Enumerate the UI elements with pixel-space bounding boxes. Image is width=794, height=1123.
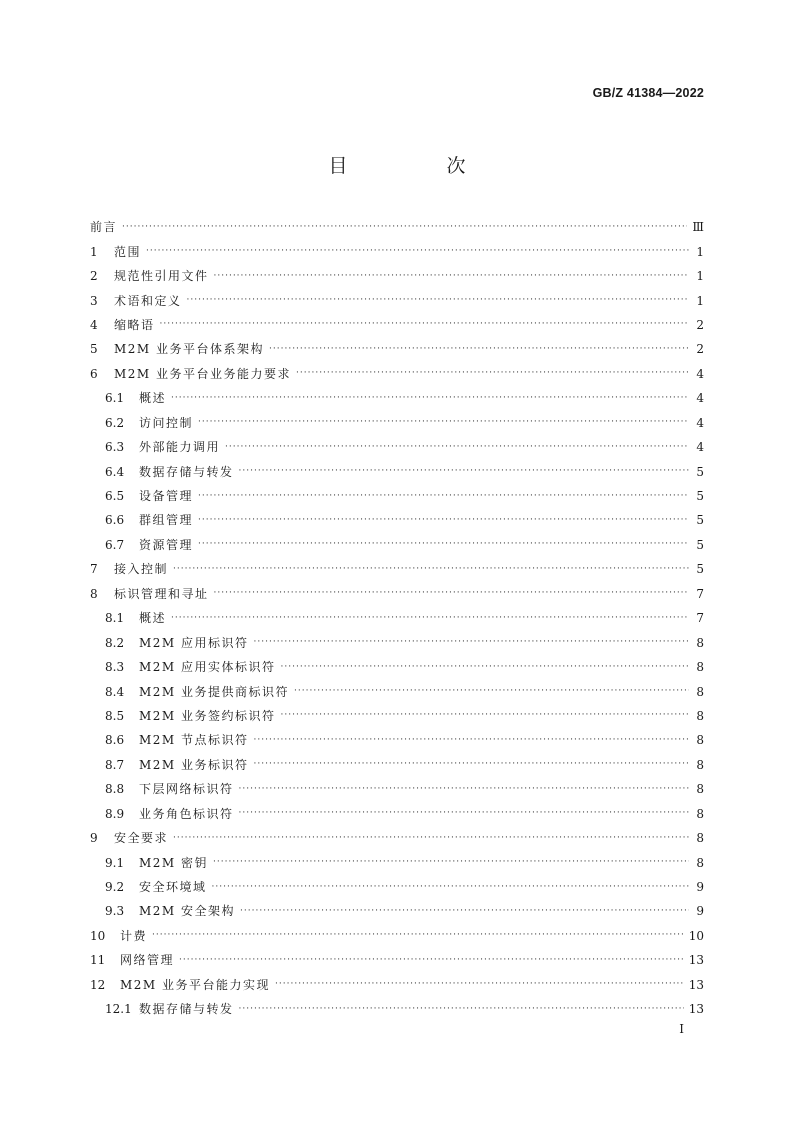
toc-entry[interactable]: [90, 850, 704, 874]
toc-entry[interactable]: [90, 973, 704, 997]
toc-entry-number: 6.5: [105, 489, 125, 504]
toc-entry-page: 9: [696, 880, 704, 895]
toc-dot-leader: [173, 834, 689, 843]
toc-entry-number: 8.4: [105, 684, 125, 699]
toc-entry-number: 10: [90, 928, 106, 943]
toc-entry-page: 5: [696, 513, 704, 528]
toc-entry-page: 13: [688, 1002, 704, 1017]
toc-entry-page: 8: [696, 708, 704, 723]
toc-entry-label: 计费: [120, 928, 148, 943]
toc-dot-leader: [239, 467, 689, 476]
toc-entry[interactable]: [90, 313, 704, 337]
toc-entry[interactable]: [90, 459, 704, 483]
toc-dot-leader: [281, 711, 689, 720]
toc-entry-page: 5: [696, 562, 704, 577]
toc-entry-number: 8.6: [105, 733, 125, 748]
toc-entry[interactable]: [90, 582, 704, 606]
toc-entry-number: 12.1: [105, 1002, 132, 1017]
toc-dot-leader: [275, 980, 684, 989]
toc-entry-page: 10: [688, 928, 704, 943]
page-number: I: [679, 1022, 684, 1036]
toc-entry-number: 7: [90, 562, 98, 577]
toc-entry[interactable]: [90, 362, 704, 386]
toc-entry[interactable]: [90, 386, 704, 410]
toc-entry-number: 6.2: [105, 415, 125, 430]
toc-entry-label: 标识管理和寻址: [114, 586, 209, 601]
toc-entry-label: M2M 业务标识符: [139, 757, 249, 772]
toc-dot-leader: [146, 247, 689, 256]
toc-entry-page: 1: [696, 269, 704, 284]
toc-entry-number: 6.3: [105, 440, 125, 455]
toc-entry[interactable]: [90, 435, 704, 459]
toc-entry-label: 数据存储与转发: [139, 1002, 234, 1017]
toc-entry-page: 2: [696, 317, 704, 332]
toc-dot-leader: [171, 614, 689, 623]
toc-dot-leader: [152, 931, 684, 940]
toc-entry[interactable]: [90, 557, 704, 581]
toc-entry-number: 9.3: [105, 904, 125, 919]
toc-entry-label: M2M 应用标识符: [139, 635, 249, 650]
toc-entry-number: 4: [90, 317, 98, 332]
toc-dot-leader: [198, 492, 689, 501]
toc-entry-page: 5: [696, 464, 704, 479]
toc-entry[interactable]: [90, 484, 704, 508]
toc-dot-leader: [254, 736, 689, 745]
toc-entry-label: 资源管理: [139, 537, 194, 552]
toc-entry-page: 8: [696, 635, 704, 650]
toc-entry[interactable]: [90, 899, 704, 923]
toc-entry-label: 设备管理: [139, 489, 194, 504]
toc-dot-leader: [122, 223, 687, 232]
toc-entry[interactable]: [90, 728, 704, 752]
toc-dot-leader: [173, 565, 689, 574]
toc-entry[interactable]: [90, 679, 704, 703]
toc-entry[interactable]: [90, 753, 704, 777]
toc-entry-page: 4: [696, 391, 704, 406]
toc-dot-leader: [214, 589, 689, 598]
toc-dot-leader: [225, 443, 689, 452]
toc-entry-number: 8.9: [105, 806, 125, 821]
toc-dot-leader: [240, 907, 689, 916]
toc-entry-page: 4: [696, 415, 704, 430]
toc-entry-page: 7: [696, 586, 704, 601]
toc-entry[interactable]: [90, 777, 704, 801]
toc-entry-label: M2M 业务平台能力实现: [120, 977, 271, 992]
toc-entry-label: 业务角色标识符: [139, 806, 234, 821]
toc-entry-page: 1: [696, 244, 704, 259]
toc-entry-label: 范围: [114, 244, 142, 259]
toc-entry-number: 6: [90, 366, 98, 381]
toc-entry[interactable]: [90, 875, 704, 899]
toc-entry[interactable]: [90, 630, 704, 654]
toc-entry[interactable]: [90, 997, 704, 1021]
toc-entry-label: 下层网络标识符: [139, 782, 234, 797]
toc-entry-label: M2M 业务平台体系架构: [114, 342, 265, 357]
toc-entry-number: 8.5: [105, 708, 125, 723]
toc-entry-number: 8.7: [105, 757, 125, 772]
toc-entry-label: M2M 应用实体标识符: [139, 660, 276, 675]
toc-entry-number: 1: [90, 244, 98, 259]
toc-entry[interactable]: [90, 508, 704, 532]
standard-code: GB/Z 41384—2022: [592, 86, 704, 100]
toc-entry[interactable]: [90, 239, 704, 263]
toc-entry-page: 13: [688, 977, 704, 992]
toc-entry[interactable]: [90, 215, 704, 239]
toc-entry-number: 8.3: [105, 660, 125, 675]
toc-entry-label: 网络管理: [120, 953, 175, 968]
toc-dot-leader: [179, 956, 684, 965]
toc-entry-number: 3: [90, 293, 98, 308]
toc-entry[interactable]: [90, 337, 704, 361]
toc-dot-leader: [198, 540, 689, 549]
toc-entry-label: M2M 节点标识符: [139, 733, 249, 748]
toc-dot-leader: [254, 638, 689, 647]
toc-entry-number: 12: [90, 977, 106, 992]
toc-title: 目 次: [328, 155, 506, 177]
toc-entry-number: 8.8: [105, 782, 125, 797]
toc-dot-leader: [171, 394, 689, 403]
toc-entry-label: 外部能力调用: [139, 440, 221, 455]
toc-entry-number: 6.1: [105, 391, 125, 406]
toc-dot-leader: [212, 883, 689, 892]
toc-entry-number: 6.6: [105, 513, 125, 528]
toc-entry-number: 9.1: [105, 855, 125, 870]
toc-dot-leader: [254, 760, 689, 769]
toc-entry-label: 术语和定义: [114, 293, 182, 308]
toc-entry-number: 8: [90, 586, 98, 601]
toc-dot-leader: [187, 296, 689, 305]
toc-entry-label: 概述: [139, 611, 167, 626]
toc-entry-label: M2M 密钥: [139, 855, 209, 870]
toc-dot-leader: [239, 809, 689, 818]
toc-entry-page: 9: [696, 904, 704, 919]
toc-entry-page: 7: [696, 611, 704, 626]
toc-entry-label: 安全环境域: [139, 880, 207, 895]
toc-entry-label: 安全要求: [114, 831, 169, 846]
toc-entry-page: 5: [696, 537, 704, 552]
toc-entry-page: 1: [696, 293, 704, 308]
toc-entry-number: 11: [90, 953, 106, 968]
toc-dot-leader: [239, 1005, 684, 1014]
toc-entry-label: 概述: [139, 391, 167, 406]
toc-entry[interactable]: [90, 948, 704, 972]
toc-entry-page: 4: [696, 366, 704, 381]
toc-entry-label: 接入控制: [114, 562, 169, 577]
toc-entry-page: 8: [696, 684, 704, 699]
toc-entry-label: 数据存储与转发: [139, 464, 234, 479]
toc-dot-leader: [296, 369, 689, 378]
toc-entry-page: 8: [696, 831, 704, 846]
toc-dot-leader: [198, 516, 689, 525]
toc-entry[interactable]: [90, 655, 704, 679]
toc-entry-label: M2M 业务签约标识符: [139, 708, 276, 723]
toc-entry[interactable]: [90, 606, 704, 630]
toc-entry[interactable]: [90, 802, 704, 826]
toc-entry-label: 前言: [90, 220, 118, 235]
toc-entry-label: M2M 安全架构: [139, 904, 236, 919]
toc-entry[interactable]: [90, 288, 704, 312]
toc-entry-number: 9: [90, 831, 98, 846]
toc-dot-leader: [269, 345, 689, 354]
toc-entry-number: 9.2: [105, 880, 125, 895]
toc-entry-number: 6.7: [105, 537, 125, 552]
toc-entry-label: 缩略语: [114, 317, 155, 332]
toc-entry-page: 13: [688, 953, 704, 968]
toc-entry-page: 8: [696, 806, 704, 821]
toc-entry[interactable]: [90, 411, 704, 435]
toc-dot-leader: [160, 320, 689, 329]
toc-entry[interactable]: [90, 704, 704, 728]
toc-entry-number: 8.1: [105, 611, 125, 626]
toc-dot-leader: [294, 687, 689, 696]
toc-dot-leader: [214, 272, 689, 281]
toc-dot-leader: [239, 785, 689, 794]
toc-entry-page: 8: [696, 782, 704, 797]
toc-entry-number: 5: [90, 342, 98, 357]
toc-entry-label: 群组管理: [139, 513, 194, 528]
toc-entry-page: Ⅲ: [692, 220, 704, 235]
table-of-contents: [90, 215, 704, 1021]
toc-dot-leader: [281, 663, 689, 672]
toc-entry-page: 2: [696, 342, 704, 357]
toc-dot-leader: [213, 858, 689, 867]
toc-entry-page: 5: [696, 489, 704, 504]
toc-entry-number: 6.4: [105, 464, 125, 479]
toc-entry[interactable]: [90, 826, 704, 850]
toc-entry-number: 2: [90, 269, 98, 284]
toc-entry[interactable]: [90, 924, 704, 948]
toc-entry-label: 访问控制: [139, 415, 194, 430]
toc-entry-page: 4: [696, 440, 704, 455]
toc-entry-page: 8: [696, 855, 704, 870]
toc-entry-label: M2M 业务提供商标识符: [139, 684, 290, 699]
toc-entry-page: 8: [696, 757, 704, 772]
toc-entry[interactable]: [90, 264, 704, 288]
toc-entry-label: 规范性引用文件: [114, 269, 209, 284]
toc-entry-label: M2M 业务平台业务能力要求: [114, 366, 292, 381]
toc-entry-number: 8.2: [105, 635, 125, 650]
toc-entry-page: 8: [696, 733, 704, 748]
toc-entry[interactable]: [90, 533, 704, 557]
toc-entry-page: 8: [696, 660, 704, 675]
toc-dot-leader: [198, 418, 689, 427]
